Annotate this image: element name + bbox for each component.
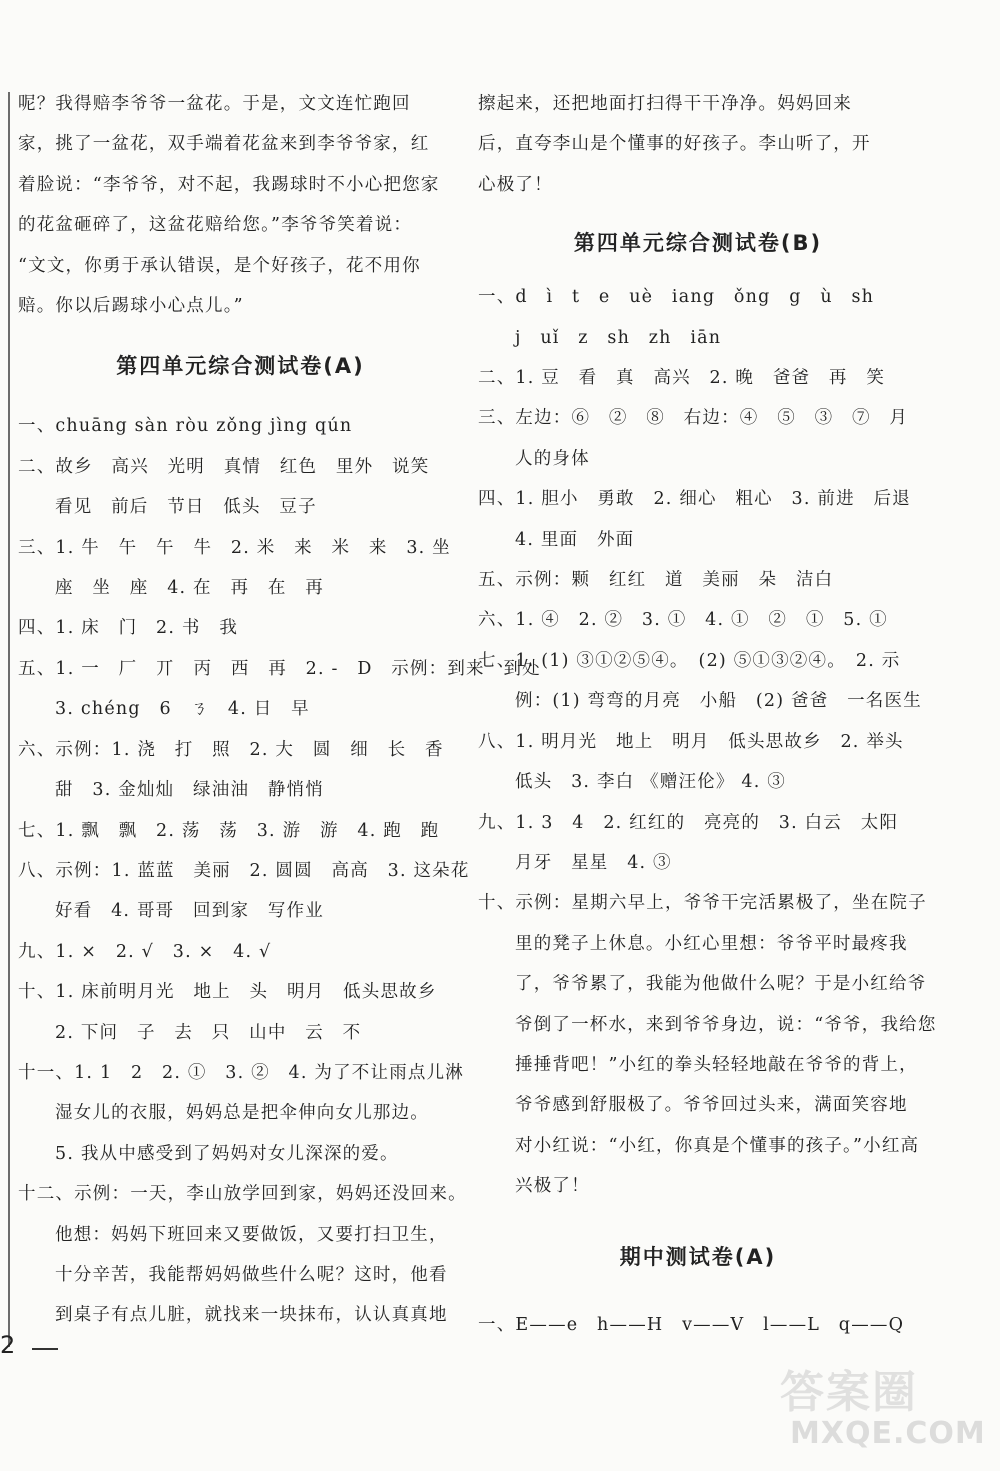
answer-line: 九、1. 3 4 2. 红红的 亮亮的 3. 白云 太阳: [478, 812, 899, 833]
watermark-url: MXQE.COM: [790, 1416, 986, 1451]
answer-line: 一、chuāng sàn ròu zǒng jìng qún: [18, 416, 353, 437]
text-line: 着脸说：“李爷爷，对不起，我踢球时不小心把您家: [18, 174, 440, 195]
text-line: 赔。你以后踢球小心点儿。”: [18, 296, 244, 317]
section-heading-unit4-a: 第四单元综合测试卷(A): [116, 354, 365, 379]
answer-line: 十分辛苦，我能帮妈妈做些什么呢？这时，他看: [55, 1264, 448, 1285]
text-line: 后，直夸李山是个懂事的好孩子。李山听了，开: [478, 134, 871, 155]
answer-line: 爷爷感到舒服极了。爷爷回过头来，满面笑容地: [515, 1095, 908, 1116]
answer-line: 三、左边：⑥ ② ⑧ 右边：④ ⑤ ③ ⑦ 月: [478, 408, 909, 429]
answer-line: 九、1. × 2. √ 3. × 4. √: [18, 941, 272, 962]
answer-line: 到桌子有点儿脏，就找来一块抹布，认认真真地: [55, 1305, 448, 1326]
section-heading-unit4-b: 第四单元综合测试卷(B): [573, 231, 823, 256]
watermark-logo: [740, 1356, 985, 1466]
answer-line: 看见 前后 节日 低头 豆子: [55, 497, 317, 518]
answer-line: 甜 3. 金灿灿 绿油油 静悄悄: [55, 780, 324, 801]
answer-line: 一、d ì t e uè iang ǒng g ù sh: [478, 287, 875, 308]
answer-line: 低头 3. 李白 《赠汪伦》 4. ③: [515, 772, 786, 793]
right-intro-paragraph: [478, 84, 918, 205]
answer-line: 五、1. 一 厂 丌 丙 西 再 2. - D 示例：到来 到处: [18, 658, 541, 679]
answer-line: 八、示例：1. 蓝蓝 美丽 2. 圆圆 高高 3. 这朵花: [18, 860, 470, 881]
answer-line: 了，爷爷累了，我能为他做什么呢？于是小红给爷: [515, 974, 927, 995]
answer-line: 十一、1. 1 2 2. ① 3. ② 4. 为了不让雨点儿淋: [18, 1062, 465, 1083]
column-rule: [8, 92, 10, 1347]
answer-line: 人的身体: [515, 448, 590, 469]
answer-line: 湿女儿的衣服，妈妈总是把伞伸向女儿那边。: [55, 1103, 429, 1124]
answer-line: 3. chéng 6 ㄋ 4. 日 早: [55, 699, 310, 720]
answer-line: 4. 里面 外面: [515, 529, 635, 550]
answer-line: 爷倒了一杯水，来到爷爷身边，说：“爷爷，我给您: [515, 1014, 937, 1035]
answer-line: 好看 4. 哥哥 回到家 写作业: [55, 901, 324, 922]
answer-line: 四、1. 床 门 2. 书 我: [18, 618, 239, 639]
answer-line: 五、示例：颗 红红 道 美丽 朵 洁白: [478, 570, 834, 591]
text-line: 的花盆砸碎了，这盆花赔给您。”李爷爷笑着说：: [18, 215, 413, 236]
answer-line: 2. 下问 子 去 只 山中 云 不: [55, 1022, 362, 1043]
answer-line: 十、示例：星期六早上，爷爷干完活累极了，坐在院子: [478, 893, 927, 914]
answer-line: 座 坐 座 4. 在 再 在 再: [55, 578, 324, 599]
answer-line: 三、1. 牛 午 午 牛 2. 米 来 米 来 3. 坐: [18, 537, 451, 558]
answer-line: 十二、示例：一天，李山放学回到家，妈妈还没回来。: [18, 1184, 467, 1205]
answer-line: 六、1. ④ 2. ② 3. ① 4. ① ② ① 5. ①: [478, 610, 888, 631]
text-line: “文文，你勇于承认错误，是个好孩子，花不用你: [18, 255, 421, 276]
text-line: 呢？我得赔李爷爷一盆花。于是，文文连忙跑回: [18, 94, 411, 114]
watermark-title: 答案圈: [780, 1367, 918, 1418]
text-line: 擦起来，还把地面打扫得干干净净。妈妈回来: [478, 94, 852, 114]
answer-line: 捶捶背吧！”小红的拳头轻轻地敲在爷爷的背上，: [515, 1054, 918, 1075]
answer-line: j uǐ z sh zh iān: [515, 327, 722, 348]
page-number-dash: [32, 1348, 58, 1350]
answer-line: 二、1. 豆 看 真 高兴 2. 晚 爸爸 再 笑: [478, 368, 886, 389]
answer-line: 兴极了！: [515, 1176, 590, 1197]
right-answer-list-b: [478, 277, 937, 1206]
right-answer-list-midterm: [478, 1305, 918, 1345]
answer-line: 月牙 星星 4. ③: [515, 852, 672, 873]
answer-line: 里的凳子上休息。小红心里想：爷爷平时最疼我: [515, 933, 908, 954]
section-heading-midterm-a: 期中测试卷(A): [619, 1244, 777, 1269]
text-line: 家，挑了一盆花，双手端着花盆来到李爷爷家，红: [18, 134, 430, 155]
answer-line: 六、示例：1. 浇 打 照 2. 大 圆 细 长 香: [18, 739, 444, 760]
left-answer-list: [18, 406, 541, 1335]
text-line: 心极了！: [478, 174, 553, 195]
answer-line: 七、1. 飘 飘 2. 荡 荡 3. 游 游 4. 跑 跑: [18, 820, 440, 841]
right-column: [478, 84, 937, 1345]
answer-line: 七、1. (1) ③①②⑤④。 (2) ⑤①③②④。 2. 示: [478, 650, 901, 671]
answer-line: 四、1. 胆小 勇敢 2. 细心 粗心 3. 前进 后退: [478, 489, 911, 510]
answer-line: 对小红说：“小红，你真是个懂事的孩子。”小红高: [515, 1135, 920, 1156]
answer-line: 他想：妈妈下班回来又要做饭，又要打扫卫生，: [55, 1224, 448, 1245]
answer-line: 5. 我从中感受到了妈妈对女儿深深的爱。: [55, 1143, 399, 1164]
left-intro-paragraph: [18, 84, 463, 326]
answer-line: 二、故乡 高兴 光明 真情 红色 里外 说笑: [18, 456, 430, 477]
answer-line: 例：(1) 弯弯的月亮 小船 (2) 爸爸 一名医生: [515, 691, 922, 712]
answer-line: 一、E——e h——H v——V l——L q——Q: [478, 1314, 905, 1335]
answer-line: 八、1. 明月光 地上 明月 低头思故乡 2. 举头: [478, 731, 904, 752]
page-number: 2: [0, 1331, 16, 1359]
answer-line: 十、1. 床前明月光 地上 头 明月 低头思故乡: [18, 982, 437, 1003]
